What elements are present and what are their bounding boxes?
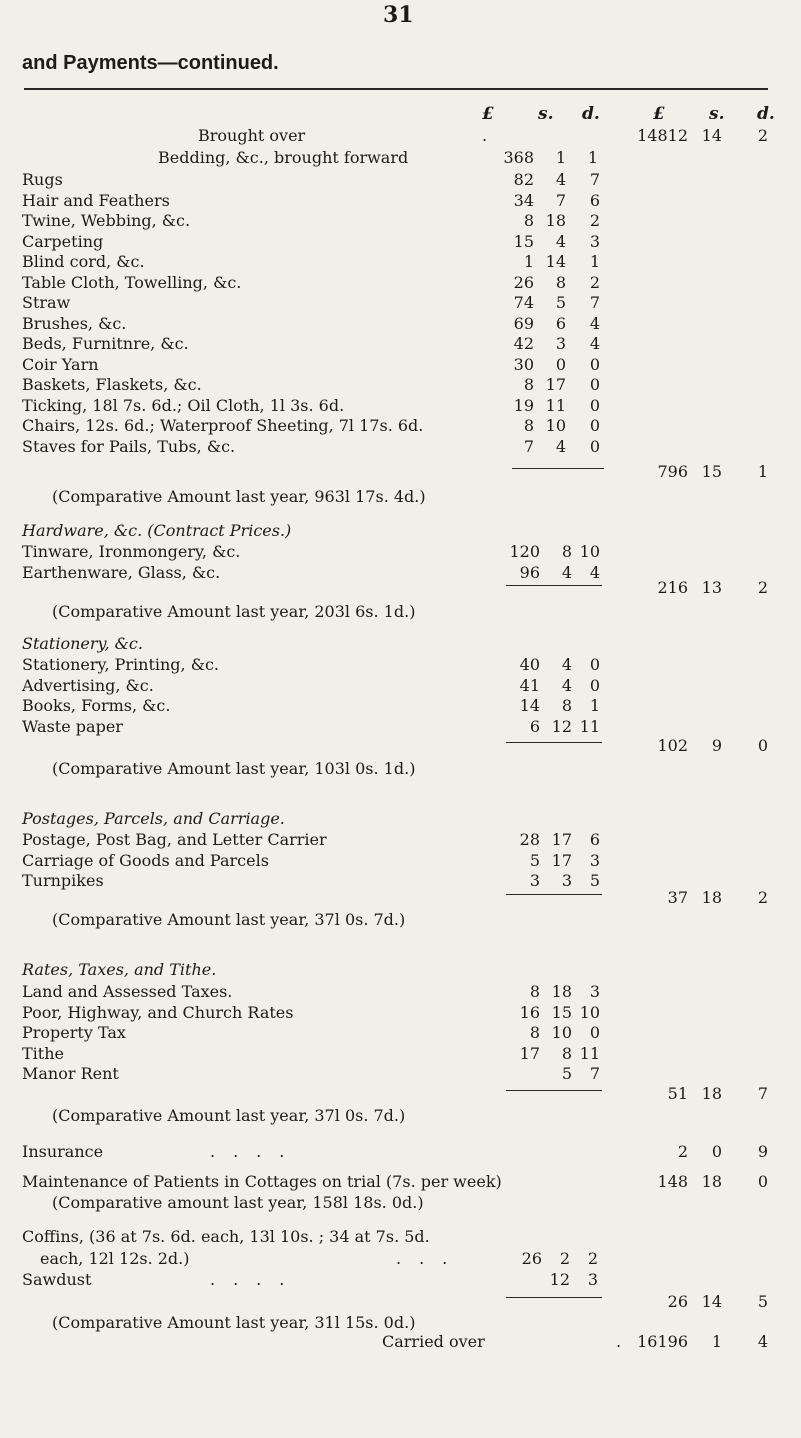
carried-over-shillings: 1 <box>711 1332 722 1351</box>
hardware-item-pence: 10 <box>579 542 600 561</box>
bedding-item-label: Beds, Furnitnre, &c. <box>22 334 189 353</box>
bedding-item-shillings: 7 <box>555 190 566 210</box>
inner-shillings-header: s. <box>538 104 554 124</box>
bedding-item-pounds: 8 <box>523 211 534 230</box>
maintenance-shillings: 18 <box>701 1172 722 1191</box>
outer-pence-header: d. <box>757 104 775 124</box>
rates-item-pounds: 8 <box>529 982 540 1001</box>
bedding-item-label: Baskets, Flaskets, &c. <box>22 375 202 394</box>
bedding-item-pence: 0 <box>589 395 600 415</box>
postages-item-label: Turnpikes <box>22 871 104 890</box>
bedding-item-pence: 1 <box>589 252 600 271</box>
maintenance-pounds: 148 <box>657 1172 688 1191</box>
hardware-item-shillings: 8 <box>561 542 572 561</box>
postages-item-pounds: 28 <box>519 830 540 849</box>
inner-pence-header: d. <box>582 104 600 124</box>
postages-item-pence: 6 <box>589 830 600 849</box>
bedding-item-pounds: 74 <box>513 293 534 312</box>
inner-pounds-header: £ <box>482 104 494 124</box>
sawdust-shillings: 12 <box>549 1270 570 1289</box>
stationery-item-pence: 1 <box>589 696 600 715</box>
coffins-total-pence: 5 <box>757 1292 768 1311</box>
rates-subtotal-rule <box>506 1090 602 1091</box>
stationery-item-pounds: 41 <box>519 675 540 695</box>
leader-dot: . <box>482 126 488 145</box>
hardware-item-shillings: 4 <box>561 562 572 582</box>
rates-item-pence: 3 <box>589 982 600 1001</box>
postages-item-pounds: 5 <box>529 850 540 870</box>
brought-over-label: Brought over <box>198 126 306 145</box>
rates-total-pence: 7 <box>757 1084 768 1103</box>
bedding-item-shillings: 10 <box>545 416 566 435</box>
brought-over-pounds: 14812 <box>637 126 688 145</box>
coffins-pounds: 26 <box>521 1249 542 1268</box>
hardware-item-label: Earthenware, Glass, &c. <box>22 562 221 582</box>
bedding-item-shillings: 11 <box>545 395 566 415</box>
stationery-item-label: Waste paper <box>22 716 123 736</box>
bedding-forward-shillings: 1 <box>555 148 566 167</box>
bedding-forward-pounds: 368 <box>503 148 534 167</box>
bedding-item-pence: 2 <box>589 272 600 292</box>
postages-total-pence: 2 <box>757 888 768 907</box>
bedding-item-pence: 0 <box>589 375 600 394</box>
carried-over-label: Carried over <box>382 1332 485 1351</box>
outer-pounds-header: £ <box>653 104 665 124</box>
stationery-title: Stationery, &c. <box>22 634 143 653</box>
bedding-comparative: (Comparative Amount last year, 963l 17s. 4d.) <box>52 487 426 506</box>
bedding-subtotal-rule <box>512 468 604 469</box>
hardware-item-pounds: 120 <box>509 542 540 561</box>
bedding-item-label: Straw <box>22 293 71 312</box>
bedding-item-pence: 0 <box>589 436 600 456</box>
page-heading: and Payments—continued. <box>22 52 279 74</box>
brought-over-pence: 2 <box>757 126 768 145</box>
postages-item-label: Postage, Post Bag, and Letter Carrier <box>22 830 327 849</box>
outer-shillings-header: s. <box>709 104 725 124</box>
bedding-item-shillings: 18 <box>545 211 566 230</box>
carried-over-pounds: 16196 <box>637 1332 688 1351</box>
stationery-item-pounds: 6 <box>529 716 540 736</box>
rates-item-shillings: 5 <box>561 1064 572 1083</box>
bedding-item-shillings: 3 <box>555 334 566 353</box>
rates-item-pounds: 8 <box>529 1023 540 1042</box>
bedding-item-shillings: 14 <box>545 252 566 271</box>
bedding-item-pounds: 30 <box>513 354 534 374</box>
rates-item-shillings: 18 <box>551 982 572 1001</box>
stationery-item-pounds: 40 <box>519 655 540 674</box>
bedding-item-pounds: 7 <box>523 436 534 456</box>
bedding-item-label: Staves for Pails, Tubs, &c. <box>22 436 236 456</box>
leader-dot: . <box>616 1332 622 1351</box>
hardware-total-pence: 2 <box>757 578 768 597</box>
bedding-item-pence: 3 <box>589 231 600 251</box>
rates-item-shillings: 15 <box>551 1002 572 1022</box>
bedding-item-pence: 2 <box>589 211 600 230</box>
rates-item-pence: 7 <box>589 1064 600 1083</box>
bedding-item-pence: 0 <box>589 354 600 374</box>
rates-item-pence: 0 <box>589 1023 600 1042</box>
coffins-total-shillings: 14 <box>701 1292 722 1311</box>
coffins-label-line1: Coffins, (36 at 7s. 6d. each, 13l 10s. ; 34 at 7s. 5d. <box>22 1227 430 1246</box>
bedding-item-pounds: 42 <box>513 334 534 353</box>
rates-item-label: Manor Rent <box>22 1064 119 1083</box>
postages-total-shillings: 18 <box>701 888 722 907</box>
bedding-item-label: Table Cloth, Towelling, &c. <box>22 272 242 292</box>
stationery-total-shillings: 9 <box>711 736 722 755</box>
rates-total-pounds: 51 <box>667 1084 688 1103</box>
hardware-title: Hardware, &c. (Contract Prices.) <box>22 521 292 540</box>
hardware-item-pounds: 96 <box>519 562 540 582</box>
bedding-item-pence: 4 <box>589 313 600 333</box>
stationery-total-pounds: 102 <box>657 736 688 755</box>
rates-item-shillings: 8 <box>561 1043 572 1063</box>
bedding-item-pounds: 82 <box>513 170 534 189</box>
bedding-total-pounds: 796 <box>657 462 688 481</box>
bedding-item-label: Chairs, 12s. 6d.; Waterproof Sheeting, 7l 17s. 6d. <box>22 416 424 435</box>
hardware-total-shillings: 13 <box>701 578 722 597</box>
postages-item-pence: 3 <box>589 850 600 870</box>
bedding-item-pence: 0 <box>589 416 600 435</box>
rates-item-shillings: 10 <box>551 1023 572 1042</box>
postages-item-pence: 5 <box>589 871 600 890</box>
stationery-item-shillings: 8 <box>561 696 572 715</box>
bedding-item-shillings: 8 <box>555 272 566 292</box>
coffins-total-pounds: 26 <box>667 1292 688 1311</box>
carried-over-pence: 4 <box>757 1332 768 1351</box>
bedding-item-pence: 7 <box>589 293 600 312</box>
postages-comparative: (Comparative Amount last year, 37l 0s. 7d.) <box>52 910 406 929</box>
insurance-label: Insurance <box>22 1142 104 1161</box>
insurance-pounds: 2 <box>677 1142 688 1161</box>
brought-over-shillings: 14 <box>701 126 722 145</box>
bedding-item-shillings: 4 <box>555 436 566 456</box>
hardware-item-label: Tinware, Ironmongery, &c. <box>22 542 241 561</box>
postages-item-pounds: 3 <box>529 871 540 890</box>
bedding-item-shillings: 4 <box>555 170 566 189</box>
bedding-item-pounds: 19 <box>513 395 534 415</box>
sawdust-leader-dots: .... <box>210 1270 303 1289</box>
page-number: 31 <box>383 2 414 28</box>
hardware-subtotal-rule <box>506 585 602 586</box>
rates-item-pounds: 16 <box>519 1002 540 1022</box>
stationery-item-shillings: 4 <box>561 675 572 695</box>
stationery-subtotal-rule <box>506 742 602 743</box>
bedding-forward-label: Bedding, &c., brought forward <box>158 148 409 167</box>
rates-title: Rates, Taxes, and Tithe. <box>22 960 217 979</box>
stationery-item-pounds: 14 <box>519 696 540 715</box>
coffins-comparative: (Comparative Amount last year, 31l 15s. 0d.) <box>52 1313 416 1332</box>
bedding-item-label: Rugs <box>22 170 63 189</box>
postages-item-shillings: 17 <box>551 830 572 849</box>
bedding-item-pounds: 15 <box>513 231 534 251</box>
insurance-shillings: 0 <box>711 1142 722 1161</box>
bedding-item-shillings: 5 <box>555 293 566 312</box>
bedding-item-label: Coir Yarn <box>22 354 99 374</box>
top-rule <box>24 88 768 90</box>
stationery-item-pence: 0 <box>589 655 600 674</box>
postages-title: Postages, Parcels, and Carriage. <box>22 809 285 828</box>
stationery-comparative: (Comparative Amount last year, 103l 0s. 1d.) <box>52 759 416 778</box>
bedding-item-pounds: 26 <box>513 272 534 292</box>
hardware-total-pounds: 216 <box>657 578 688 597</box>
bedding-item-shillings: 17 <box>545 375 566 394</box>
rates-total-shillings: 18 <box>701 1084 722 1103</box>
stationery-item-label: Books, Forms, &c. <box>22 696 171 715</box>
bedding-item-label: Blind cord, &c. <box>22 252 145 271</box>
bedding-item-pence: 6 <box>589 190 600 210</box>
stationery-item-label: Stationery, Printing, &c. <box>22 655 220 674</box>
bedding-item-shillings: 0 <box>555 354 566 374</box>
bedding-item-pounds: 34 <box>513 190 534 210</box>
rates-item-label: Tithe <box>22 1043 64 1063</box>
maintenance-pence: 0 <box>757 1172 768 1191</box>
coffins-subtotal-rule <box>506 1297 602 1298</box>
insurance-pence: 9 <box>757 1142 768 1161</box>
bedding-total-shillings: 15 <box>701 462 722 481</box>
coffins-label-line2: each, 12l 12s. 2d.) <box>40 1249 190 1268</box>
bedding-item-shillings: 6 <box>555 313 566 333</box>
bedding-item-label: Brushes, &c. <box>22 313 127 333</box>
rates-comparative: (Comparative Amount last year, 37l 0s. 7d.) <box>52 1106 406 1125</box>
hardware-comparative: (Comparative Amount last year, 203l 6s. 1d.) <box>52 602 416 621</box>
postages-item-shillings: 3 <box>561 871 572 890</box>
bedding-item-pounds: 1 <box>523 252 534 271</box>
stationery-item-shillings: 4 <box>561 655 572 674</box>
stationery-total-pence: 0 <box>757 736 768 755</box>
rates-item-label: Property Tax <box>22 1023 126 1042</box>
rates-item-label: Poor, Highway, and Church Rates <box>22 1002 294 1022</box>
bedding-item-label: Carpeting <box>22 231 104 251</box>
hardware-item-pence: 4 <box>589 562 600 582</box>
maintenance-label: Maintenance of Patients in Cottages on trial (7s. per week) <box>22 1172 502 1191</box>
postages-subtotal-rule <box>506 894 602 895</box>
rates-item-label: Land and Assessed Taxes. <box>22 982 233 1001</box>
stationery-item-pence: 0 <box>589 675 600 695</box>
bedding-item-pounds: 8 <box>523 416 534 435</box>
rates-item-pence: 11 <box>579 1043 600 1063</box>
bedding-item-pounds: 8 <box>523 375 534 394</box>
postages-total-pounds: 37 <box>667 888 688 907</box>
bedding-item-label: Hair and Feathers <box>22 190 170 210</box>
insurance-leader-dots: .... <box>210 1142 303 1161</box>
bedding-total-pence: 1 <box>757 462 768 481</box>
stationery-item-label: Advertising, &c. <box>22 675 154 695</box>
rates-item-pence: 10 <box>579 1002 600 1022</box>
rates-item-pounds: 17 <box>519 1043 540 1063</box>
bedding-item-label: Twine, Webbing, &c. <box>22 211 191 230</box>
bedding-item-pounds: 69 <box>513 313 534 333</box>
coffins-pence: 2 <box>587 1249 598 1268</box>
stationery-item-shillings: 12 <box>551 716 572 736</box>
coffins-shillings: 2 <box>559 1249 570 1268</box>
postages-item-label: Carriage of Goods and Parcels <box>22 850 269 870</box>
bedding-item-label: Ticking, 18l 7s. 6d.; Oil Cloth, 1l 3s. 6d. <box>22 395 345 415</box>
maintenance-comparative: (Comparative amount last year, 158l 18s. 0d.) <box>52 1193 424 1212</box>
bedding-item-pence: 7 <box>589 170 600 189</box>
postages-item-shillings: 17 <box>551 850 572 870</box>
coffins-leader-dots: ... <box>396 1249 466 1268</box>
sawdust-pence: 3 <box>587 1270 598 1289</box>
bedding-item-shillings: 4 <box>555 231 566 251</box>
bedding-item-pence: 4 <box>589 334 600 353</box>
bedding-forward-pence: 1 <box>587 148 598 167</box>
stationery-item-pence: 11 <box>579 716 600 736</box>
sawdust-label: Sawdust <box>22 1270 92 1289</box>
